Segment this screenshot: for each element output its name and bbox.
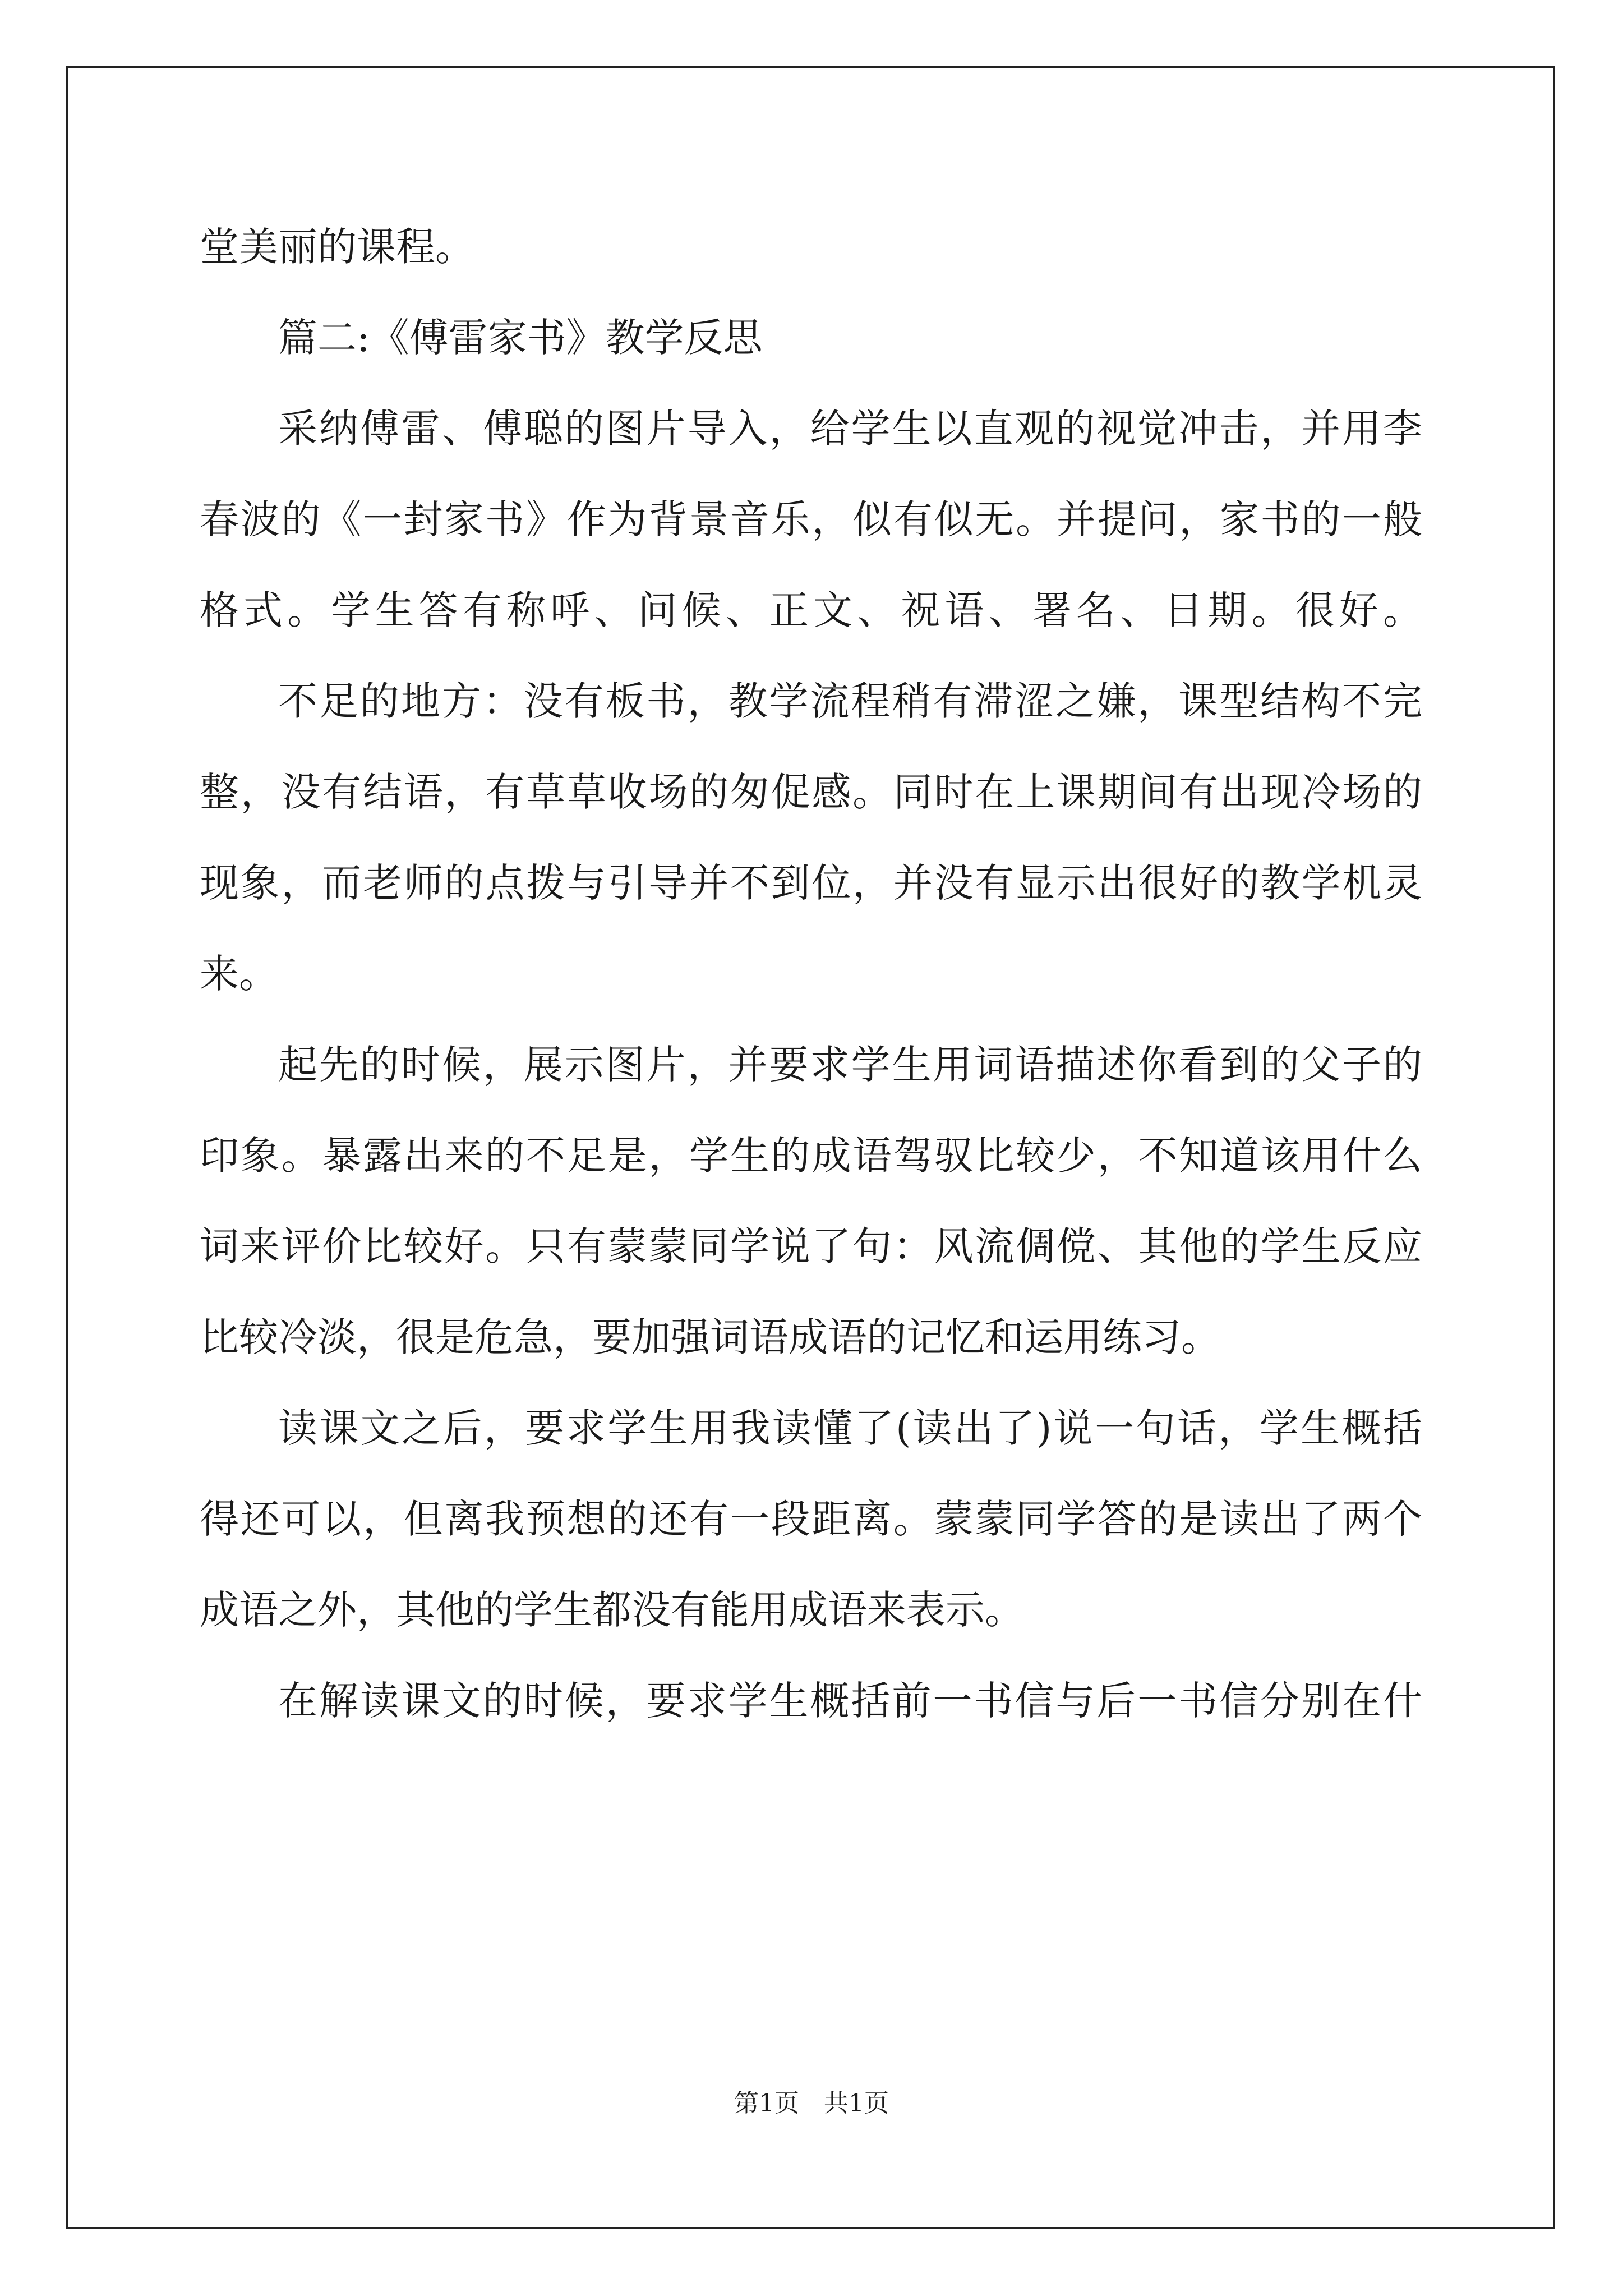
text-line-16: 成语之外，其他的学生都没有能用成语来表示。 [200, 1587, 1024, 1633]
text-line-1: 堂美丽的课程。 [200, 224, 474, 270]
text-line-17: 在解读课文的时候，要求学生概括前一书信与后一书信分别在什 [278, 1678, 1422, 1724]
text-line-11: 印象。暴露出来的不足是，学生的成语驾驭比较少，不知道该用什么 [200, 1133, 1422, 1179]
section-heading: 篇二:《傅雷家书》教学反思 [278, 315, 763, 361]
text-line-4: 春波的《一封家书》作为背景音乐，似有似无。并提问，家书的一般 [200, 496, 1422, 542]
text-line-13: 比较冷淡，很是危急，要加强词语成语的记忆和运用练习。 [200, 1314, 1220, 1360]
text-line-9: 来。 [200, 951, 278, 997]
text-line-14: 读课文之后，要求学生用我读懂了(读出了)说一句话，学生概括 [278, 1405, 1422, 1451]
text-line-5: 格式。学生答有称呼、问候、正文、祝语、署名、日期。很好。 [200, 587, 1422, 633]
text-line-10: 起先的时候，展示图片，并要求学生用词语描述你看到的父子的 [278, 1042, 1422, 1088]
text-line-8: 现象，而老师的点拨与引导并不到位，并没有显示出很好的教学机灵 [200, 860, 1422, 906]
page-number-footer: 第1页 共1页 [734, 2089, 889, 2118]
text-line-12: 词来评价比较好。只有蒙蒙同学说了句：风流倜傥、其他的学生反应 [200, 1223, 1422, 1269]
text-line-3: 采纳傅雷、傅聪的图片导入，给学生以直观的视觉冲击，并用李 [278, 406, 1422, 452]
text-line-6: 不足的地方：没有板书，教学流程稍有滞涩之嫌，课型结构不完 [278, 678, 1422, 724]
text-line-7: 整，没有结语，有草草收场的匆促感。同时在上课期间有出现冷场的 [200, 769, 1422, 815]
text-line-15: 得还可以，但离我预想的还有一段距离。蒙蒙同学答的是读出了两个 [200, 1496, 1422, 1542]
document-body [200, 222, 1422, 1766]
